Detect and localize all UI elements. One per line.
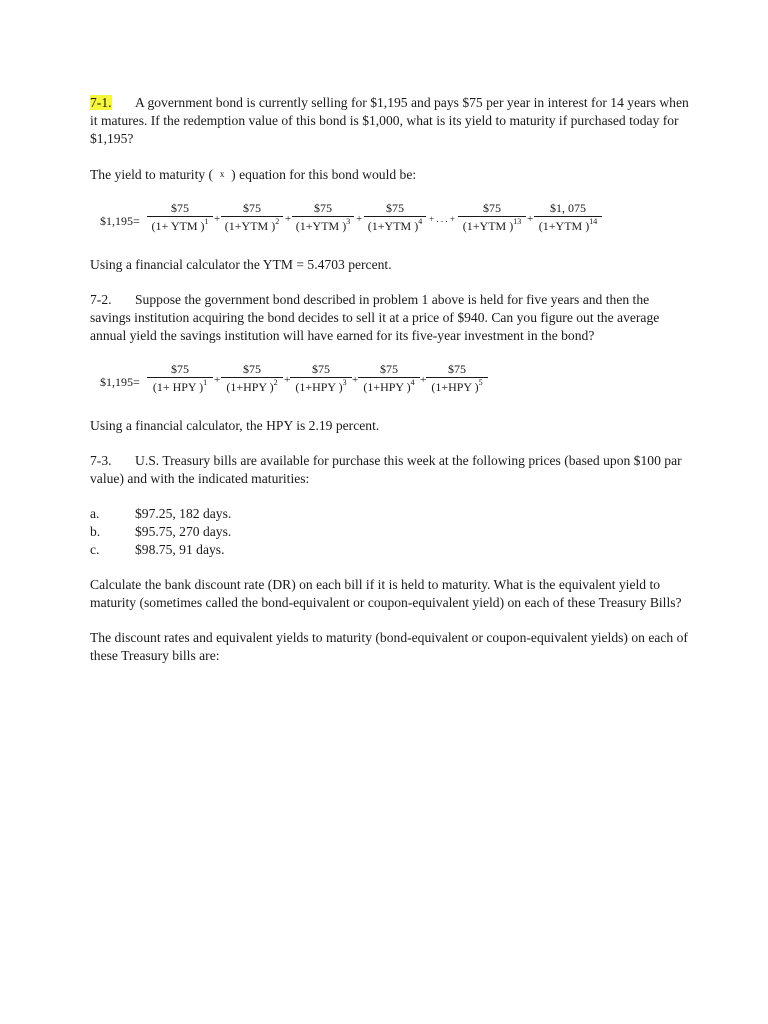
problem-number: 7-2.	[90, 292, 112, 307]
problem-number: 7-3.	[90, 453, 112, 468]
list-item: b. $95.75, 270 days.	[90, 524, 232, 539]
equation-term: $75 (1+YTM )$^2$	[221, 201, 283, 234]
problem-text: A government bond is currently selling for $1,195 and pays $75 per year in interest for 14 years when it matures. If the redemption value of this bond is $1,000, what is its yield to maturity if purchased today for $1,195?	[90, 95, 689, 146]
equation-term: $75 (1+ HPY )$^1$	[147, 362, 213, 395]
ytm-equation	[90, 201, 690, 239]
intro-text-end: ) equation for this bond would be:	[231, 167, 417, 182]
equation-term: $75 (1+YTM )$^3$	[292, 201, 354, 234]
plus-sign: +	[285, 213, 292, 225]
plus-sign: +	[420, 374, 427, 386]
equation-term: $75 (1+YTM )$^4$	[364, 201, 426, 234]
hpy-equation	[90, 362, 690, 400]
discount-rate-answer: The discount rates and equivalent yields to maturity (bond-equivalent or coupon-equivalent yields) on each of these Treasury bills are:	[90, 630, 688, 663]
highlighted-number: 7-1.	[90, 95, 112, 110]
equation-term: $1, 075 (1+YTM )$^{14}$	[534, 201, 602, 234]
equation-term: $75 (1+ YTM )$^1$	[147, 201, 213, 234]
plus-sign: +	[284, 374, 291, 386]
problem-text: Suppose the government bond described in problem 1 above is held for five years and then the savings institution acquiring the bond decides to sell it at a price of $940. Can you figure out the average annual yield the savings institution will have earned for its five-year investment in the bond?	[90, 292, 660, 343]
discount-rate-question: Calculate the bank discount rate (DR) on each bill if it is held to maturity. What is the equivalent yield to maturity (sometimes called the bond-equivalent or coupon-equivalent yield) on each of these Treasury Bills?	[90, 577, 682, 610]
problem-number	[90, 94, 135, 112]
ytm-equation-intro	[90, 165, 690, 184]
equation-term: $75 (1+HPY )$^4$	[358, 362, 420, 395]
plus-sign: +	[214, 374, 221, 386]
problem-7-3	[90, 452, 690, 488]
plus-sign: +	[527, 213, 534, 225]
problem-7-2	[90, 291, 690, 345]
document-page	[90, 94, 690, 682]
equation-lhs: $1,195=	[100, 214, 140, 228]
ellipsis: + . . . +	[429, 214, 455, 224]
treasury-bill-list	[90, 505, 690, 559]
plus-sign: +	[352, 374, 359, 386]
equation-term: $75 (1+HPY )$^2$	[221, 362, 283, 395]
equation-term: $75 (1+HPY )$^5$	[426, 362, 488, 395]
problem-text: U.S. Treasury bills are available for purchase this week at the following prices (based upon $100 par value) and with the indicated maturities:	[90, 453, 682, 486]
equation-term: $75 (1+HPY )$^3$	[290, 362, 352, 395]
equation-term: $75 (1+YTM )$^{13}$	[458, 201, 526, 234]
intro-text: The yield to maturity (	[90, 167, 214, 182]
ytm-symbol: x	[219, 169, 225, 179]
problem-7-1	[90, 94, 690, 148]
equation-lhs: $1,195=	[100, 375, 140, 389]
ytm-answer: Using a financial calculator the YTM = 5.4703 percent.	[90, 257, 392, 272]
list-item: a. $97.25, 182 days.	[90, 506, 232, 521]
list-item: c. $98.75, 91 days.	[90, 542, 225, 557]
plus-sign: +	[356, 213, 363, 225]
plus-sign: +	[214, 213, 221, 225]
hpy-answer: Using a financial calculator, the HPY is 2.19 percent.	[90, 418, 380, 433]
